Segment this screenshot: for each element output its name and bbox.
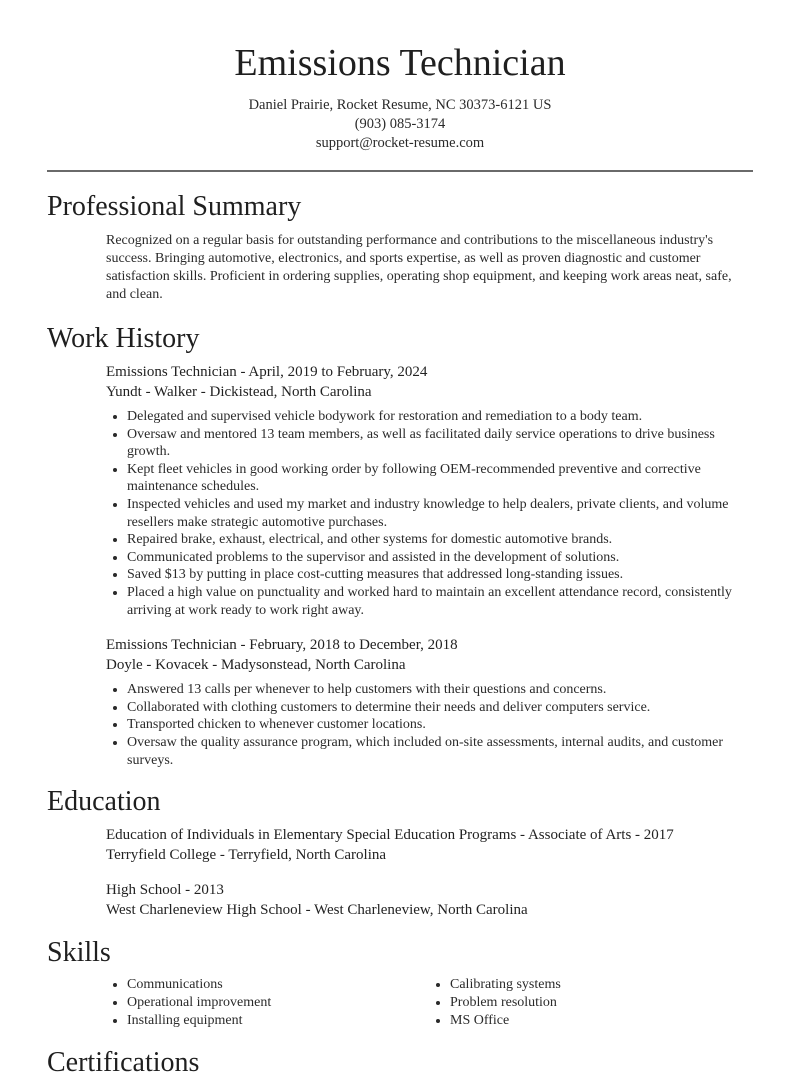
skill-item: • Communications bbox=[127, 976, 429, 994]
job-bullet: • Inspected vehicles and used my market and industry knowledge to help dealers, private clients, and volume resellers make strategic automotive purchases. bbox=[127, 496, 752, 531]
skill-item: • Problem resolution bbox=[450, 994, 752, 1012]
resume-title: Emissions Technician bbox=[234, 42, 566, 84]
job-bullets bbox=[106, 681, 752, 769]
header-divider bbox=[47, 170, 753, 172]
skill-item: • Operational improvement bbox=[127, 994, 429, 1012]
section-title-education: Education bbox=[47, 786, 161, 818]
education-entry bbox=[106, 825, 752, 865]
education-degree-line: High School - 2013 bbox=[106, 882, 224, 899]
job-bullet: • Delegated and supervised vehicle bodywork for restoration and remediation to a body team. bbox=[127, 408, 752, 426]
contact-email: support@rocket-resume.com bbox=[315, 135, 485, 151]
section-title-certifications: Certifications bbox=[47, 1047, 200, 1079]
education-entry bbox=[106, 880, 752, 920]
job-entry bbox=[106, 635, 752, 769]
section-skills bbox=[0, 936, 800, 1030]
section-summary bbox=[0, 190, 800, 304]
job-bullet: • Oversaw and mentored 13 team members, as well as facilitated daily service operations to drive business growth. bbox=[127, 426, 752, 461]
job-bullet: • Collaborated with clothing customers to determine their needs and deliver computers service. bbox=[127, 699, 752, 717]
job-bullet: • Kept fleet vehicles in good working order by following OEM-recommended preventive and corrective maintenance schedules. bbox=[127, 461, 752, 496]
summary-text: Recognized on a regular basis for outstanding performance and contributions to the miscellaneous industry's success. Bringing automotive, electronics, and sports expertise, as well as proven diagnostic and customer satisfaction skills. Proficient in ordering supplies, operating shop equipment, and keeping work areas neat, safe, and clean. bbox=[106, 233, 732, 302]
education-school-line: Terryfield College - Terryfield, North Carolina bbox=[106, 847, 387, 864]
job-bullet: • Oversaw the quality assurance program, which included on-site assessments, internal audits, and customer surveys. bbox=[127, 734, 752, 769]
skill-item: • Calibrating systems bbox=[450, 976, 752, 994]
job-company-line: Doyle - Kovacek - Madysonstead, North Carolina bbox=[106, 657, 406, 674]
job-entry bbox=[106, 362, 752, 619]
job-bullet: • Saved $13 by putting in place cost-cutting measures that addressed long-standing issues. bbox=[127, 566, 752, 584]
skills-list-right bbox=[429, 976, 752, 1030]
resume-header bbox=[0, 0, 800, 153]
section-education bbox=[0, 785, 800, 920]
job-bullet: • Communicated problems to the supervisor and assisted in the development of solutions. bbox=[127, 549, 752, 567]
job-bullet: • Repaired brake, exhaust, electrical, and other systems for domestic automotive brands. bbox=[127, 531, 752, 549]
skills-list-left bbox=[106, 976, 429, 1030]
job-title-line: Emissions Technician - April, 2019 to February, 2024 bbox=[106, 364, 428, 380]
contact-info bbox=[0, 96, 800, 153]
job-company-line: Yundt - Walker - Dickistead, North Carolina bbox=[106, 384, 372, 400]
education-school-line: West Charleneview High School - West Charleneview, North Carolina bbox=[106, 902, 528, 919]
job-bullets bbox=[106, 408, 752, 619]
skills-columns bbox=[0, 976, 800, 1030]
section-certifications bbox=[0, 1046, 800, 1080]
section-title-summary: Professional Summary bbox=[47, 191, 302, 222]
job-bullet: • Answered 13 calls per whenever to help customers with their questions and concerns. bbox=[127, 681, 752, 699]
section-work-history bbox=[0, 322, 800, 769]
section-title-work-history: Work History bbox=[47, 323, 200, 354]
job-bullet: • Transported chicken to whenever customer locations. bbox=[127, 716, 752, 734]
contact-address: Daniel Prairie, Rocket Resume, NC 30373-6121 US bbox=[248, 97, 552, 113]
contact-phone: (903) 085-3174 bbox=[354, 116, 446, 132]
job-bullet: • Placed a high value on punctuality and worked hard to maintain an excellent attendance record, consistently arriving at work ready to work right away. bbox=[127, 584, 752, 619]
skill-item: • MS Office bbox=[450, 1012, 752, 1030]
skill-item: • Installing equipment bbox=[127, 1012, 429, 1030]
section-title-skills: Skills bbox=[47, 937, 111, 969]
education-degree-line: Education of Individuals in Elementary Special Education Programs - Associate of Arts - 2017 bbox=[106, 827, 674, 844]
job-title-line: Emissions Technician - February, 2018 to December, 2018 bbox=[106, 637, 458, 654]
